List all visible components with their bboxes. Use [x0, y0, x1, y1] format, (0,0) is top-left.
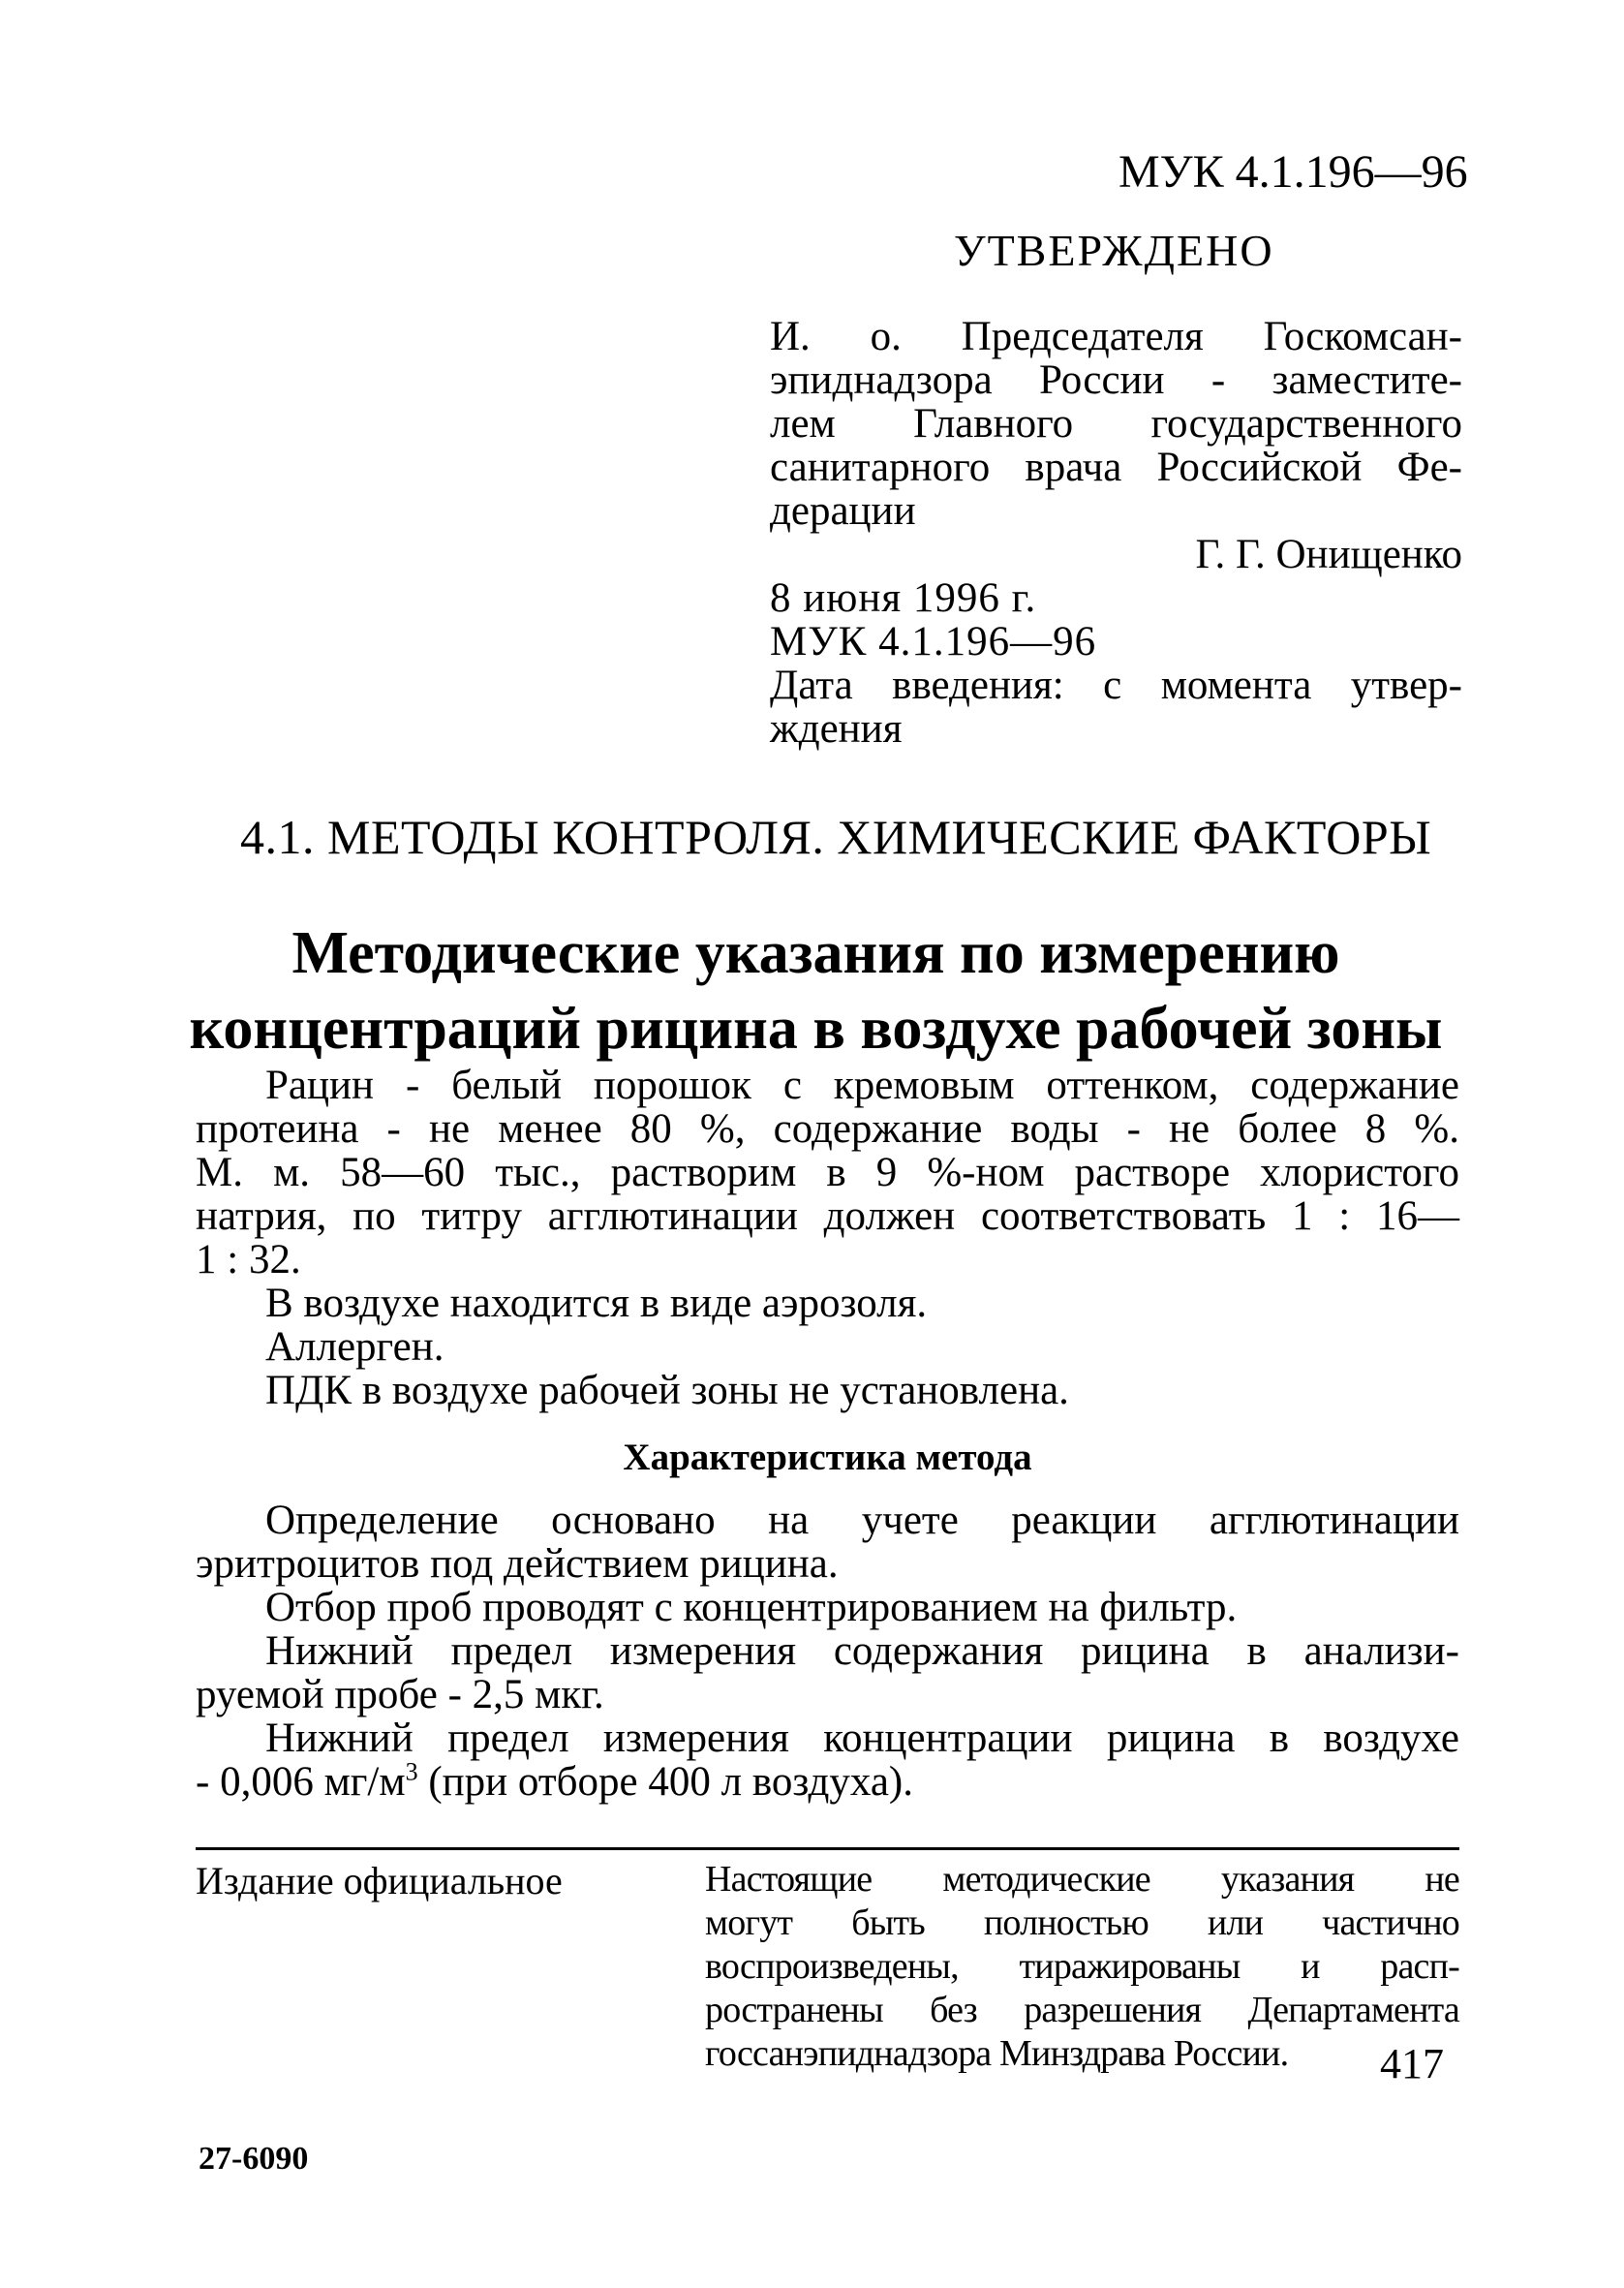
- approval-block: [770, 315, 1462, 751]
- approval-line: лем Главного государственного: [770, 401, 1462, 447]
- text-line: М. м. 58—60 тыс., растворим в 9 %-ном растворе хлористого: [196, 1150, 1459, 1195]
- superscript: 3: [405, 1757, 418, 1786]
- paragraph-allergen: Аллерген.: [265, 1324, 444, 1370]
- approval-line: И. о. Председателя Госкомсан-: [770, 314, 1462, 359]
- text-line: Нижний предел измерения концентрации рицина в воздухе: [265, 1716, 1459, 1761]
- text-line: [196, 1757, 1459, 1805]
- title-line: концентраций рицина в воздухе рабочей зоны: [189, 996, 1443, 1062]
- title-line: Методические указания по измерению: [291, 920, 1340, 986]
- approval-line: эпиднадзора России - заместите-: [770, 357, 1462, 403]
- text-line: натрия, по титру агглютинации должен соответствовать 1 : 16—: [196, 1193, 1459, 1239]
- approval-line: санитарного врача Российской Фе-: [770, 445, 1462, 490]
- subheading-method: Характеристика метода: [623, 1437, 1032, 1478]
- text-line: Рацин - белый порошок с кремовым оттенком, содержание: [265, 1063, 1459, 1108]
- section-heading: 4.1. МЕТОДЫ КОНТРОЛЯ. ХИМИЧЕСКИЕ ФАКТОРЫ: [240, 810, 1432, 864]
- print-code: 27-6090: [199, 2141, 309, 2177]
- introduction-date-line: Дата введения: с момента утвер-: [770, 663, 1462, 708]
- approved-label: УТВЕРЖДЕНО: [954, 226, 1274, 275]
- paragraph-aerosol: В воздухе находится в виде аэрозоля.: [265, 1281, 928, 1326]
- introduction-date-line: ждения: [770, 706, 903, 752]
- paragraph-lower-limit-sample: [196, 1629, 1459, 1716]
- copyright-line: воспроизведены, тиражированы и расп-: [705, 1946, 1459, 1987]
- document-title: [145, 915, 1486, 1067]
- copyright-line: госсанэпиднадзора Минздрава России.: [705, 2033, 1289, 2074]
- paragraph-lower-limit-air: [196, 1716, 1459, 1804]
- footer-divider: [196, 1847, 1459, 1850]
- text-line: протеина - не менее 80 %, содержание воды - не более 8 %.: [196, 1106, 1459, 1152]
- approval-date: 8 июня 1996 г.: [770, 575, 1037, 621]
- copyright-notice: [705, 1858, 1459, 2076]
- text-line: руемой пробе - 2,5 мкг.: [196, 1672, 604, 1717]
- paragraph-sampling: Отбор проб проводят с концентрированием на фильтр.: [265, 1585, 1238, 1630]
- copyright-line: могут быть полностью или частично: [705, 1902, 1459, 1943]
- body-text: [196, 1064, 1459, 1804]
- approval-line: дерации: [770, 488, 916, 534]
- edition-label: Издание официальное: [196, 1859, 563, 1902]
- document-code-secondary: МУК 4.1.196—96: [770, 619, 1097, 665]
- text-line: Нижний предел измерения содержания рицина в анализи-: [265, 1628, 1459, 1674]
- paragraph-description: [196, 1064, 1459, 1282]
- text-line: Определение основано на учете реакции агглютинации: [265, 1498, 1459, 1543]
- text-fragment: - 0,006 мг/м: [196, 1759, 406, 1805]
- copyright-line: Настоящие методические указания не: [705, 1859, 1459, 1900]
- text-fragment: (при отборе 400 л воздуха).: [417, 1759, 914, 1805]
- paragraph-mac: ПДК в воздухе рабочей зоны не установлена.: [265, 1368, 1069, 1413]
- page-number: 417: [1380, 2040, 1444, 2087]
- signatory-name: Г. Г. Онищенко: [1195, 532, 1462, 577]
- copyright-line: ространены без разрешения Департамента: [705, 1990, 1459, 2030]
- text-line: эритроцитов под действием рицина.: [196, 1541, 839, 1587]
- paragraph-principle: [196, 1499, 1459, 1586]
- document-code: МУК 4.1.196—96: [1118, 146, 1468, 198]
- text-line: 1 : 32.: [196, 1237, 301, 1283]
